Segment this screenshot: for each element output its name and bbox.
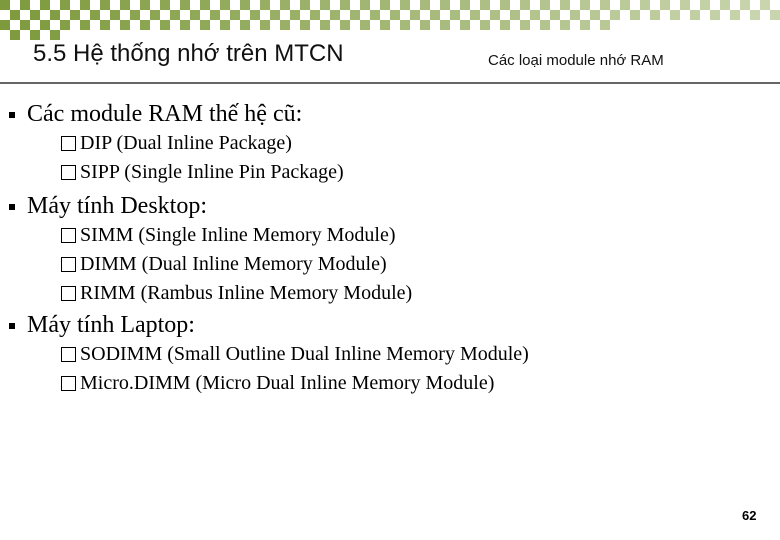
list-item: SODIMM (Small Outline Dual Inline Memory Module): [61, 340, 529, 369]
hollow-square-bullet-icon: [61, 257, 76, 272]
section-heading: Máy tính Desktop:: [27, 193, 207, 219]
list-item: SIMM (Single Inline Memory Module): [61, 221, 412, 250]
hollow-square-bullet-icon: [61, 136, 76, 151]
hollow-square-bullet-icon: [61, 347, 76, 362]
section-desktop: [9, 192, 412, 308]
hollow-square-bullet-icon: [61, 228, 76, 243]
checker-header-decoration: [0, 0, 780, 40]
section-legacy-ram: [9, 100, 344, 187]
list-item: DIP (Dual Inline Package): [61, 129, 344, 158]
header-divider: [0, 82, 780, 84]
hollow-square-bullet-icon: [61, 165, 76, 180]
square-bullet-icon: [9, 112, 15, 118]
list-item: Micro.DIMM (Micro Dual Inline Memory Module): [61, 369, 529, 398]
slide-title: 5.5 Hệ thống nhớ trên MTCN: [33, 40, 344, 67]
section-heading: Máy tính Laptop:: [27, 312, 195, 338]
hollow-square-bullet-icon: [61, 286, 76, 301]
hollow-square-bullet-icon: [61, 376, 76, 391]
square-bullet-icon: [9, 204, 15, 210]
list-item: DIMM (Dual Inline Memory Module): [61, 250, 412, 279]
list-item: SIPP (Single Inline Pin Package): [61, 158, 344, 187]
section-laptop: [9, 311, 529, 398]
section-heading: Các module RAM thế hệ cũ:: [27, 101, 303, 127]
slide-subtitle: Các loại module nhớ RAM: [488, 52, 664, 69]
page-number: 62: [742, 508, 757, 523]
square-bullet-icon: [9, 323, 15, 329]
list-item: RIMM (Rambus Inline Memory Module): [61, 279, 412, 308]
